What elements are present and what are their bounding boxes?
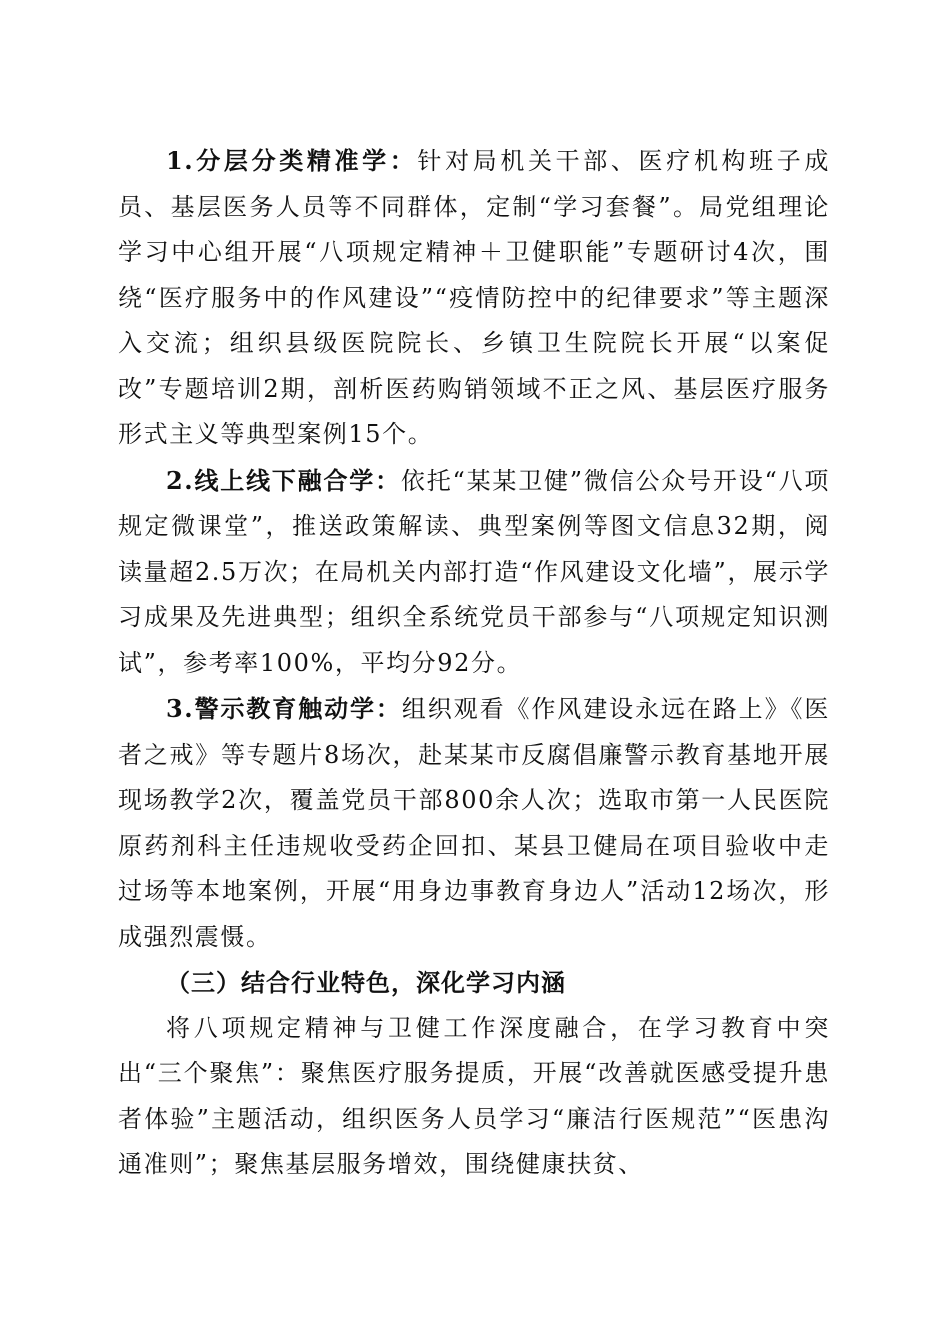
- paragraph-closing: [118, 1006, 830, 1188]
- paragraph-lead: 1.分层分类精准学：: [166, 146, 418, 175]
- paragraph-body: 组织观看《作风建设永远在路上》《医者之戒》等专题片8场次，赴某某市反腐倡廉警示教育基地开展现场教学2次，覆盖党员干部800余人次；选取市第一人民医院原药剂科主任违规收受药企回扣、某县卫健局在项目验收中走过场等本地案例，开展“用身边事教育身边人”活动12场次，形成强烈震慑。: [118, 695, 830, 951]
- paragraph-body: 针对局机关干部、医疗机构班子成员、基层医务人员等不同群体，定制“学习套餐”。局党组理论学习中心组开展“八项规定精神＋卫健职能”专题研讨4次，围绕“医疗服务中的作风建设”“疫情防控中的纪律要求”等主题深入交流；组织县级医院院长、乡镇卫生院院长开展“以案促改”专题培训2期，剖析医药购销领域不正之风、基层医疗服务形式主义等典型案例15个。: [118, 147, 830, 448]
- paragraph-layered-learning: [118, 138, 830, 458]
- paragraph-warning-education: [118, 686, 830, 960]
- paragraph-lead: 2.线上线下融合学：: [166, 465, 401, 495]
- paragraph-online-offline-learning: [118, 458, 830, 687]
- paragraph-body: 将八项规定精神与卫健工作深度融合，在学习教育中突出“三个聚焦”：聚焦医疗服务提质，开展“改善就医感受提升患者体验”主题活动，组织医务人员学习“廉洁行医规范”“医患沟通准则”；聚焦基层服务增效，围绕健康扶贫、: [118, 1013, 830, 1178]
- paragraph-body: 依托“某某卫健”微信公众号开设“八项规定微课堂”，推送政策解读、典型案例等图文信息32期，阅读量超2.5万次；在局机关内部打造“作风建设文化墙”，展示学习成果及先进典型；组织全系统党员干部参与“八项规定知识测试”，参考率100%，平均分92分。: [118, 466, 830, 677]
- document-page: [118, 138, 830, 1188]
- section-heading: （三）结合行业特色，深化学习内涵: [166, 968, 566, 997]
- paragraph-lead: 3.警示教育触动学：: [166, 694, 402, 723]
